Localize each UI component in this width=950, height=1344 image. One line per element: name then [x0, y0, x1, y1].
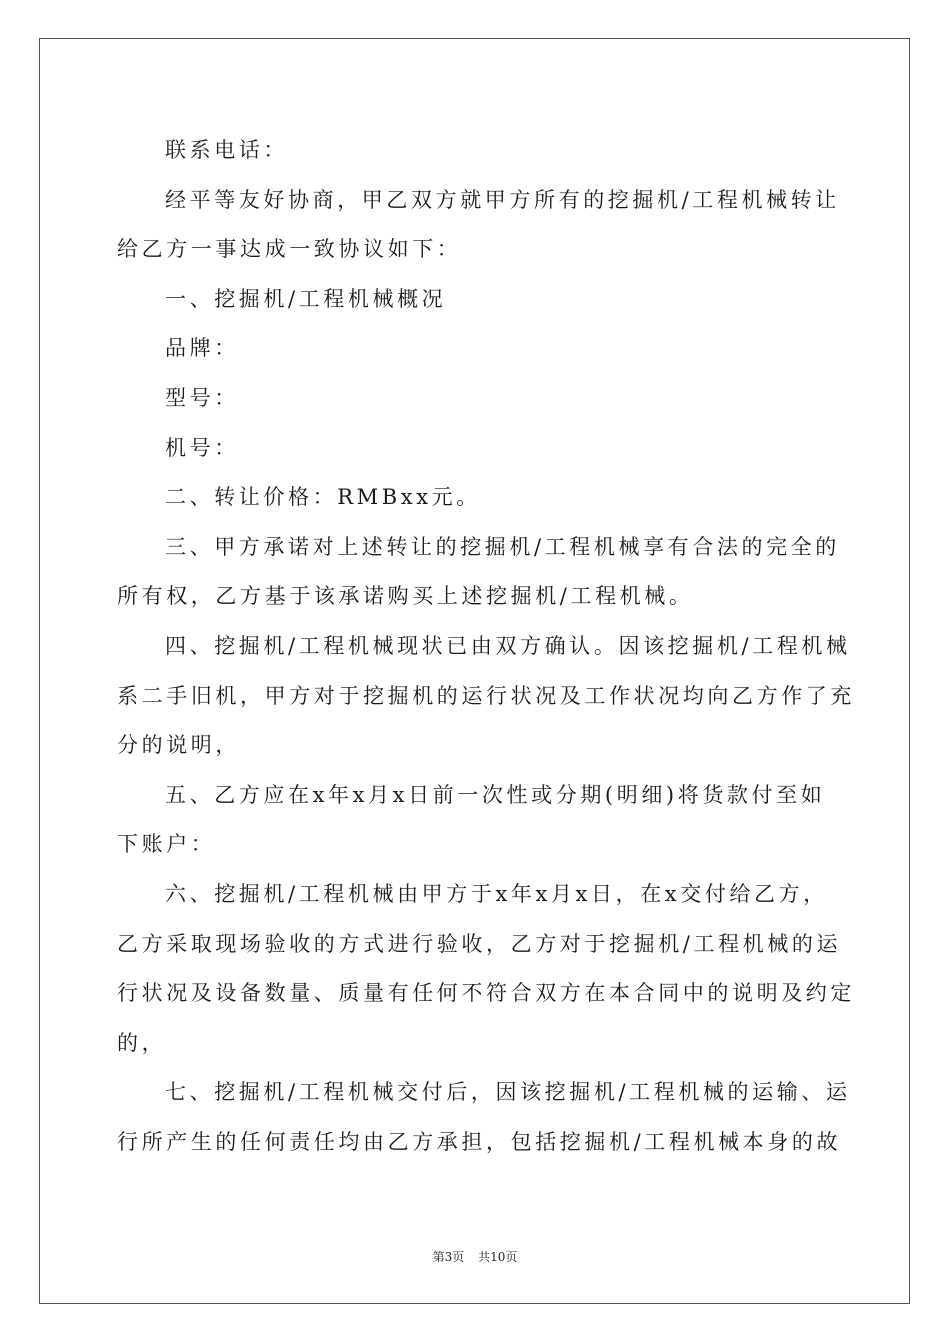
text-line: 二、转让价格：RMBxx元。 [165, 485, 481, 510]
text-line: 六、挖掘机/工程机械由甲方于x年x月x日，在x交付给乙方， [165, 881, 828, 906]
text-line: 给乙方一事达成一致协议如下： [117, 237, 462, 262]
text-line: 的， [117, 1030, 167, 1055]
text-line: 品牌： [165, 336, 239, 361]
text-line: 行状况及设备数量、质量有任何不符合双方在本合同中的说明及约定 [117, 981, 855, 1006]
text-line: 型号： [165, 385, 239, 410]
text-line: 分的说明， [117, 733, 240, 758]
text-line: 五、乙方应在x年x月x日前一次性或分期(明细)将货款付至如 [165, 782, 826, 807]
text-line: 下账户： [117, 832, 216, 857]
page-number: 第3页 [432, 1250, 465, 1264]
text-line: 机号： [165, 435, 239, 460]
section-heading: 一、挖掘机/工程机械概况 [165, 286, 447, 311]
text-line: 三、甲方承诺对上述转让的挖掘机/工程机械享有合法的完全的 [165, 534, 840, 559]
text-line: 七、挖掘机/工程机械交付后，因该挖掘机/工程机械的运输、运 [165, 1080, 851, 1105]
text-line: 系二手旧机，甲方对于挖掘机的运行状况及工作状况均向乙方作了充 [117, 683, 855, 708]
page-total: 共10页 [478, 1250, 518, 1264]
document-body [117, 126, 855, 1167]
page-footer [0, 1248, 950, 1265]
text-line: 联系电话： [165, 138, 288, 162]
text-line: 四、挖掘机/工程机械现状已由双方确认。因该挖掘机/工程机械 [165, 633, 851, 658]
text-line: 行所产生的任何责任均由乙方承担，包括挖掘机/工程机械本身的故 [117, 1129, 842, 1154]
text-line: 所有权，乙方基于该承诺购买上述挖掘机/工程机械。 [117, 584, 694, 609]
text-line: 乙方采取现场验收的方式进行验收，乙方对于挖掘机/工程机械的运 [117, 931, 842, 956]
text-line: 经平等友好协商，甲乙双方就甲方所有的挖掘机/工程机械转让 [165, 187, 840, 212]
